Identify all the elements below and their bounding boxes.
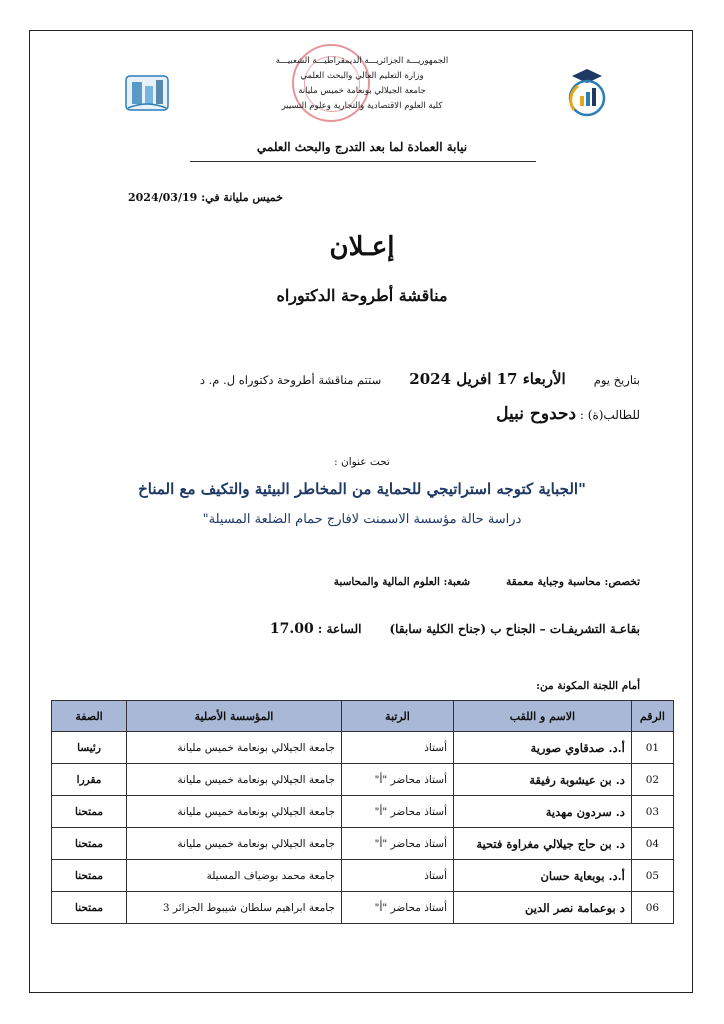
table-row [52, 764, 674, 796]
defense-date-line [200, 370, 640, 388]
specialty-line [334, 576, 640, 588]
committee-label: أمام اللجنة المكونة من: [536, 680, 640, 692]
thesis-case-study: دراسة حالة مؤسسة الاسمنت لافارج حمام الضلعة المسيلة" [202, 512, 522, 527]
defense-day-date: الأربعاء 17 افريل 2024 [409, 370, 566, 388]
thesis-title: "الجباية كتوجه استراتيجي للحماية من المخاطر البيئية والتكيف مع المناخ [138, 480, 586, 498]
cell-role: رئيسا [52, 732, 127, 764]
cell-role: ممتحنا [52, 860, 127, 892]
header-divider [190, 161, 536, 162]
branch-label: شعبة: [443, 576, 471, 588]
cell-rank: أستاذ [341, 732, 453, 764]
venue-line [270, 621, 640, 637]
header-line-republic: الجمهوريـــة الجزائريـــة الديمقراطيـــة الشعبيـــة [275, 56, 449, 66]
specialty-value: محاسبة وجباية معمقة [506, 576, 601, 588]
table-row [52, 796, 674, 828]
header-rank: الرتبة [341, 701, 453, 732]
cell-name: د. بن حاج جيلالي مغراوة فتحية [454, 828, 632, 860]
header-institution: المؤسسة الأصلية [127, 701, 342, 732]
cell-name: د بوعمامة نصر الدين [454, 892, 632, 924]
header-num: الرقم [631, 701, 673, 732]
table-header-row [52, 701, 674, 732]
cell-rank: أستاذ محاضر "أ" [341, 796, 453, 828]
cell-name: أ.د. بوبعاية حسان [454, 860, 632, 892]
table-row [52, 892, 674, 924]
cell-num: 03 [631, 796, 673, 828]
cell-num: 04 [631, 828, 673, 860]
cell-name: د. بن عيشوبة رفيقة [454, 764, 632, 796]
cell-role: ممتحنا [52, 828, 127, 860]
branch-value: العلوم المالية والمحاسبة [333, 576, 440, 588]
date-label: خميس مليانة في: [201, 191, 283, 204]
student-label: للطالب(ة) : [579, 408, 640, 422]
cell-num: 06 [631, 892, 673, 924]
header-line-university: جامعة الجيلالي بونعامة خميس مليانة [298, 86, 426, 96]
cell-institution: جامعة محمد بوضياف المسيلة [127, 860, 342, 892]
cell-rank: أستاذ محاضر "أ" [341, 764, 453, 796]
table-row [52, 860, 674, 892]
cell-institution: جامعة الجيلالي بونعامة خميس مليانة [127, 796, 342, 828]
cell-rank: أستاذ [341, 860, 453, 892]
cell-num: 01 [631, 732, 673, 764]
header-line-faculty: كلية العلوم الاقتصادية والتجارية وعلوم التسيير [281, 101, 443, 111]
specialty-label: تخصص: [604, 576, 640, 588]
cell-institution: جامعة الجيلالي بونعامة خميس مليانة [127, 764, 342, 796]
under-title-label: تحت عنوان : [334, 456, 390, 468]
cell-name: أ.د. صدقاوي صورية [454, 732, 632, 764]
venue-place: بقاعـة التشريفـات – الجناح ب (جناح الكلية سابقا) [389, 622, 640, 636]
cell-role: ممتحنا [52, 796, 127, 828]
time-value: 17.00 [269, 621, 314, 637]
committee-table [51, 700, 674, 924]
header-role: الصفة [52, 701, 127, 732]
cell-role: ممتحنا [52, 892, 127, 924]
time-label: الساعة : [317, 622, 362, 636]
student-name: دحدوح نبيل [496, 404, 577, 424]
cell-num: 02 [631, 764, 673, 796]
cell-name: د. سردون مهدية [454, 796, 632, 828]
department-title: نيابة العمادة لما بعد التدرج والبحث العلمي [256, 140, 468, 154]
defense-suffix: ستتم مناقشة أطروحة دكتوراه ل. م. د [199, 373, 382, 387]
page-title: إعـلان [329, 232, 395, 262]
cell-rank: أستاذ محاضر "أ" [341, 892, 453, 924]
page-subtitle: مناقشة أطروحة الدكتوراه [276, 286, 448, 305]
date-line [128, 191, 283, 204]
cell-num: 05 [631, 860, 673, 892]
cell-institution: جامعة الجيلالي بونعامة خميس مليانة [127, 828, 342, 860]
faculty-logo-icon [562, 64, 612, 120]
header-line-ministry: وزارة التعليم العالي والبحث العلمي [300, 71, 424, 81]
cell-role: مقررا [52, 764, 127, 796]
university-logo-icon [124, 70, 170, 116]
student-line [496, 404, 640, 424]
date-prefix: بتاريخ يوم [593, 373, 640, 387]
table-row [52, 732, 674, 764]
cell-rank: أستاذ محاضر "أ" [341, 828, 453, 860]
header-name: الاسم و اللقب [454, 701, 632, 732]
date-value: 2024/03/19 [128, 191, 198, 204]
table-row [52, 828, 674, 860]
cell-institution: جامعة الجيلالي بونعامة خميس مليانة [127, 732, 342, 764]
header-block [232, 54, 492, 114]
cell-institution: جامعة ابراهيم سلطان شيبوط الجزائر 3 [127, 892, 342, 924]
